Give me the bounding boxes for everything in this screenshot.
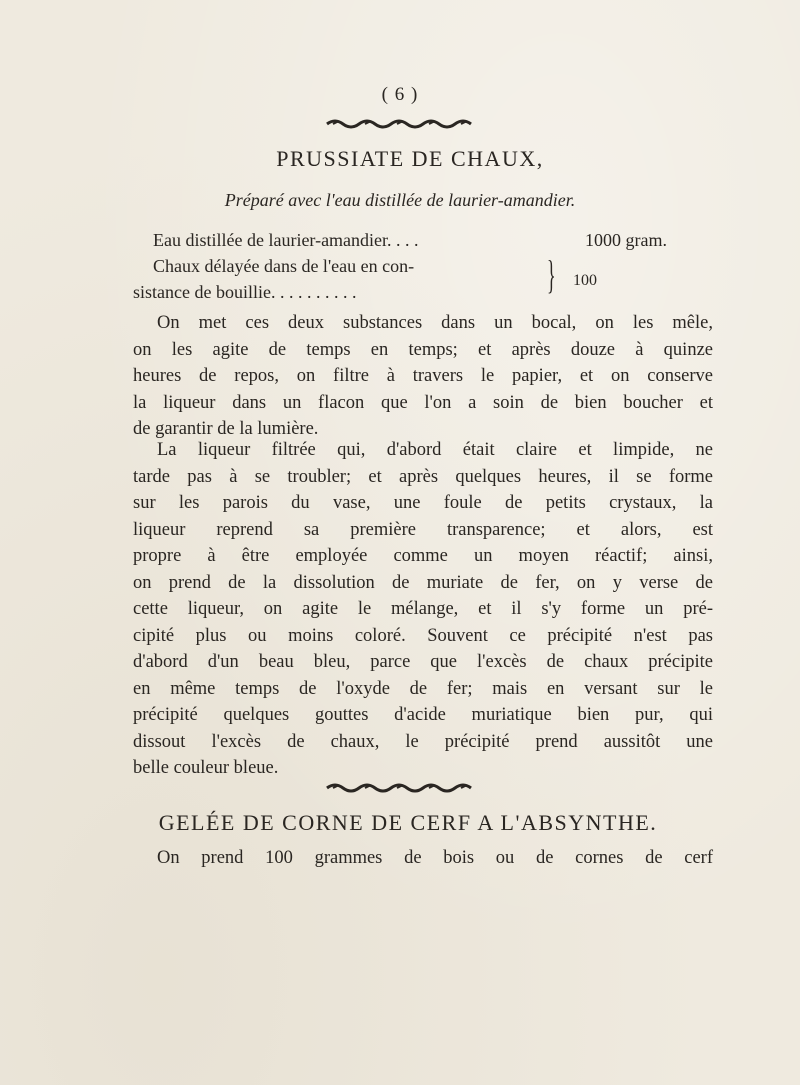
- paragraph: [133, 437, 713, 782]
- brace-symbol: }: [547, 252, 556, 297]
- recipe-item-label: Eau distillée de laurier-amandier. . . .: [153, 230, 419, 250]
- recipe-item: [133, 253, 713, 279]
- section-title: PRUSSIATE DE CHAUX,: [276, 146, 544, 171]
- section-subtitle: Préparé avec l'eau distillée de laurier-amandier.: [224, 190, 576, 210]
- recipe-item: [133, 227, 713, 253]
- text-line: On met ces deux substances dans un bocal, on les mêle,: [157, 313, 713, 333]
- recipe-item-quantity: 1000 gram.: [585, 230, 667, 250]
- page-number: ( 6 ): [381, 84, 419, 105]
- text-line: cipité plus ou moins coloré. Souvent ce précipité n'est pas: [133, 625, 713, 646]
- text-line: dissout l'excès de chaux, le précipité prend aussitôt une: [133, 731, 713, 752]
- text-line: La liqueur filtrée qui, d'abord était claire et limpide, ne: [157, 440, 713, 460]
- text-line: en même temps de l'oxyde de fer; mais en versant sur le: [133, 678, 713, 699]
- text-line: de garantir de la lumière.: [133, 419, 319, 439]
- recipe-list: [133, 227, 713, 305]
- paragraph: [133, 310, 713, 443]
- text-line: on prend de la dissolution de muriate de fer, on y verse de: [133, 572, 713, 593]
- text-line: la liqueur dans un flacon que l'on a soin de bien boucher et: [133, 392, 713, 413]
- text-line: propre à être employée comme un moyen réactif; ainsi,: [133, 546, 713, 566]
- section-title: GELÉE DE CORNE DE CERF A L'ABSYNTHE.: [158, 810, 658, 835]
- text-line: cette liqueur, on agite le mélange, et il s'y forme un pré-: [133, 599, 713, 619]
- text-line: d'abord d'un beau bleu, parce que l'excès de chaux précipite: [133, 652, 713, 672]
- recipe-item-label: sistance de bouillie. . . . . . . . . .: [133, 282, 357, 302]
- recipe-item-quantity: 100: [573, 272, 597, 289]
- text-line: tarde pas à se troubler; et après quelques heures, il se forme: [133, 466, 713, 487]
- ornament-divider-bottom: [0, 780, 800, 799]
- text-line: on les agite de temps en temps; et après douze à quinze: [133, 339, 713, 360]
- recipe-item: [133, 279, 713, 305]
- paragraph: [133, 845, 713, 872]
- text-line: On prend 100 grammes de bois ou de cornes de cerf: [157, 848, 713, 868]
- text-line: précipité quelques gouttes d'acide muriatique bien pur, qui: [133, 705, 713, 725]
- text-line: heures de repos, on filtre à travers le papier, et on conserve: [133, 366, 713, 386]
- recipe-item-label: Chaux délayée dans de l'eau en con-: [153, 256, 415, 276]
- text-line: sur les parois du vase, une foule de petits crystaux, la: [133, 493, 713, 513]
- ornament-divider-top: [0, 116, 800, 135]
- text-line: liqueur reprend sa première transparence; et alors, est: [133, 519, 713, 540]
- text-line: belle couleur bleue.: [133, 758, 279, 778]
